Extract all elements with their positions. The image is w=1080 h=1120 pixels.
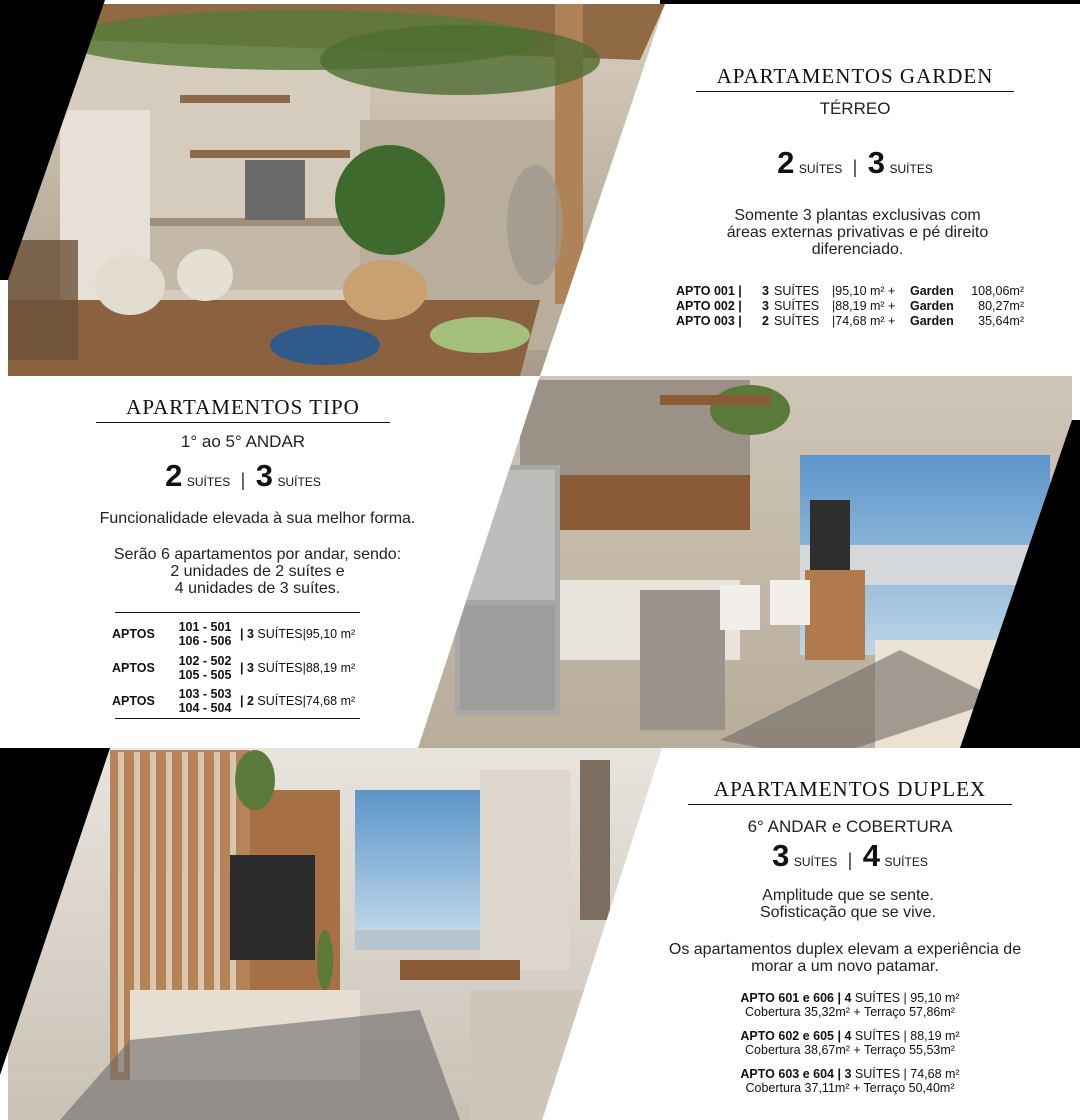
tipo-table-rule-bottom xyxy=(115,718,360,719)
tipo-title-rule xyxy=(96,422,390,423)
duplex-description-1: Amplitude que se sente. Sofisticação que se vive. xyxy=(759,887,937,921)
table-row: APTOS 103 - 503 104 - 504 | 2 SUÍTES|74,68 m² xyxy=(112,687,356,715)
table-row: APTOS 101 - 501 106 - 506 | 3 SUÍTES|95,10 m² xyxy=(112,620,356,648)
tipo-title: APARTAMENTOS TIPO xyxy=(126,395,360,419)
table-row: APTOS 102 - 502 105 - 505 | 3 SUÍTES|88,19 m² xyxy=(112,654,356,682)
tipo-table-rule-top xyxy=(115,612,360,613)
garden-title-rule xyxy=(696,91,1014,92)
tipo-subtitle: 1° ao 5° ANDAR xyxy=(180,432,306,451)
table-row: APTO 002 | 3 SUÍTES |88,19 m² + Garden 80,27m² xyxy=(676,299,1024,313)
duplex-title-rule xyxy=(688,804,1012,805)
table-row: APTO 003 | 2 SUÍTES |74,68 m² + Garden 35,64m² xyxy=(676,314,1024,328)
duplex-subtitle: 6° ANDAR e COBERTURA xyxy=(747,817,953,836)
garden-description: Somente 3 plantas exclusivas com áreas externas privativas e pé direito diferenciado. xyxy=(726,207,989,258)
table-row: APTO 001 | 3 SUÍTES |95,10 m² + Garden 108,06m² xyxy=(676,284,1024,298)
tipo-description-2: Serão 6 apartamentos por andar, sendo: 2 unidades de 2 suítes e 4 unidades de 3 suítes. xyxy=(113,546,402,597)
duplex-unit-3: APTO 603 e 604 | 3 SUÍTES | 74,68 m² Cobertura 37,11m² + Terraço 50,40m² xyxy=(740,1067,960,1095)
tipo-suites: 2 SUÍTES | 3 SUÍTES xyxy=(165,458,321,493)
duplex-description-2: Os apartamentos duplex elevam a experiência de morar a um novo patamar. xyxy=(668,941,1022,975)
garden-subtitle: TÉRREO xyxy=(819,99,891,118)
garden-title: APARTAMENTOS GARDEN xyxy=(716,64,994,88)
garden-suites: 2 SUÍTES | 3 SUÍTES xyxy=(777,145,933,180)
duplex-suites: 3 SUÍTES | 4 SUÍTES xyxy=(772,838,928,873)
duplex-title: APARTAMENTOS DUPLEX xyxy=(713,777,987,801)
garden-unit-table xyxy=(676,284,1024,329)
duplex-unit-2: APTO 602 e 605 | 4 SUÍTES | 88,19 m² Cobertura 38,67m² + Terraço 55,53m² xyxy=(740,1029,960,1057)
duplex-photo xyxy=(0,745,680,1120)
tipo-description-1: Funcionalidade elevada à sua melhor forma. xyxy=(99,510,416,527)
duplex-unit-1: APTO 601 e 606 | 4 SUÍTES | 95,10 m² Cobertura 35,32m² + Terraço 57,86m² xyxy=(740,991,960,1019)
garden-photo xyxy=(0,0,700,380)
